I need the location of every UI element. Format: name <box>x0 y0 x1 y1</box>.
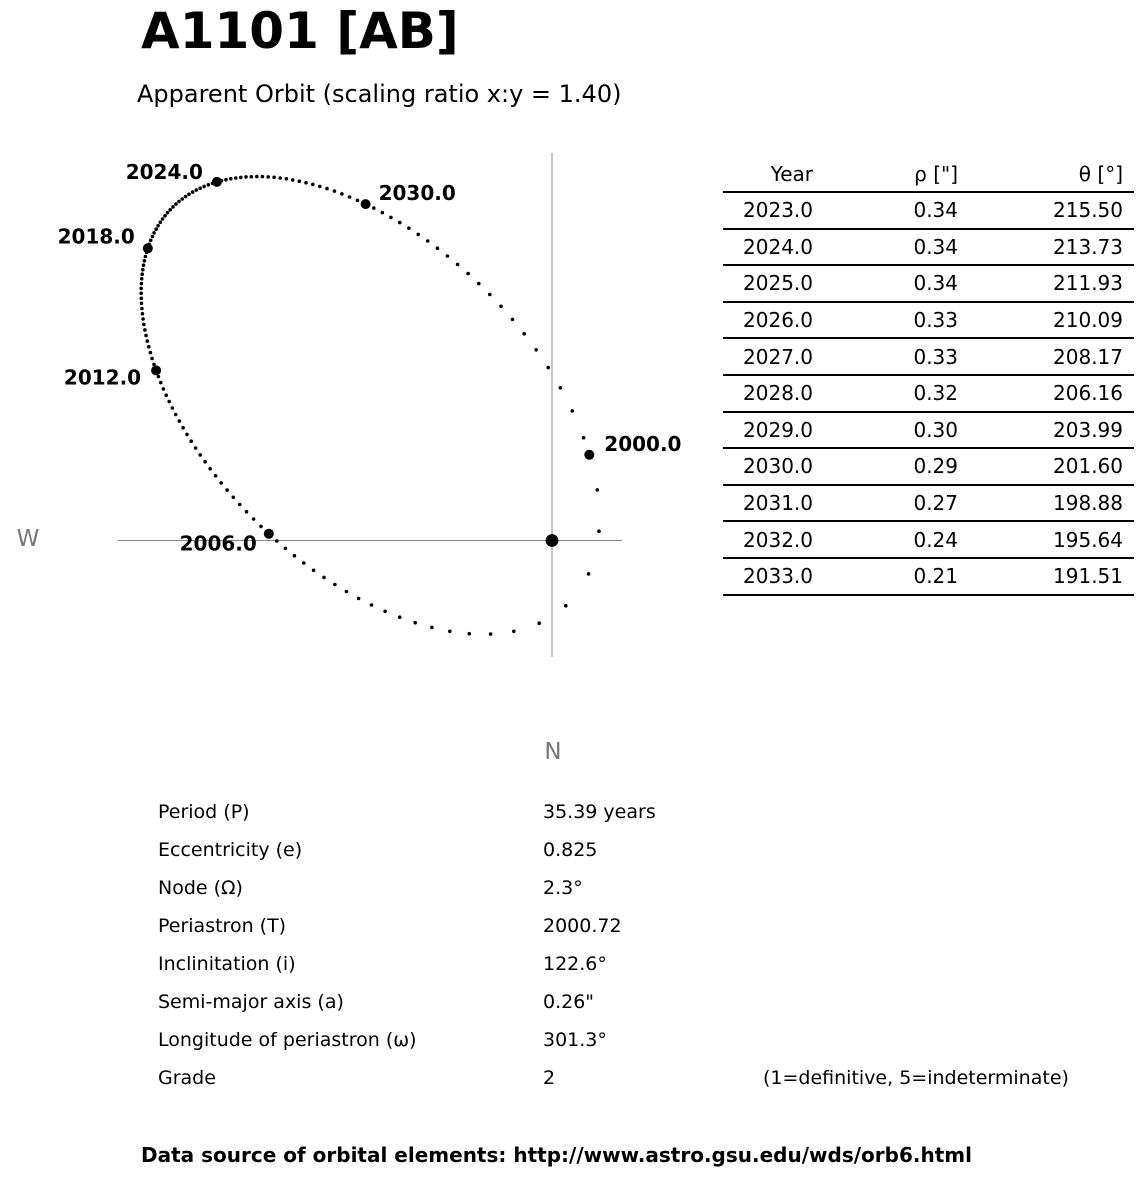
element-value: 2.3° <box>543 877 583 899</box>
table-cell: 2027.0 <box>723 338 813 375</box>
element-value: 2000.72 <box>543 915 622 937</box>
orbit-dot <box>171 406 175 410</box>
epoch-label: 2024.0 <box>125 159 203 184</box>
orbit-dot <box>398 221 402 225</box>
table-cell: 0.34 <box>813 265 958 302</box>
table-cell: 0.29 <box>813 448 958 485</box>
orbit-dot <box>185 433 189 437</box>
table-cell: 191.51 <box>958 558 1134 595</box>
table-cell: 211.93 <box>958 265 1134 302</box>
orbit-dot <box>164 393 168 397</box>
table-cell: 213.73 <box>958 229 1134 266</box>
element-row <box>158 1059 1078 1097</box>
orbit-dot <box>149 239 153 243</box>
orbit-dot <box>162 387 166 391</box>
table-cell: 215.50 <box>958 192 1134 229</box>
epoch-dot <box>151 365 161 375</box>
orbit-dot <box>156 224 160 228</box>
orbit-dot <box>333 583 337 587</box>
table-row <box>723 229 1134 266</box>
element-value: 2 <box>543 1067 556 1089</box>
orbit-dot <box>245 510 249 514</box>
orbit-dot <box>278 176 282 180</box>
orbit-dot <box>166 211 170 215</box>
element-row <box>158 831 1078 869</box>
element-label: Eccentricity (e) <box>158 839 303 861</box>
orbit-dot <box>348 195 352 199</box>
orbit-dot <box>140 302 144 306</box>
orbit-dot <box>272 176 276 180</box>
orbit-dot <box>198 453 202 457</box>
orbit-dot <box>214 474 218 478</box>
epoch-dot <box>264 529 274 539</box>
element-row <box>158 907 1078 945</box>
element-value: 301.3° <box>543 1029 607 1051</box>
orbit-dot <box>149 351 153 355</box>
orbit-dot <box>140 307 144 311</box>
table-row <box>723 485 1134 522</box>
table-cell: 2032.0 <box>723 521 813 558</box>
epoch-dot <box>361 199 371 209</box>
orbit-dot <box>147 345 151 349</box>
column-header: Year <box>723 156 813 192</box>
orbit-dot <box>275 539 279 543</box>
table-row <box>723 412 1134 449</box>
orbit-dot <box>252 517 256 521</box>
orbit-dot <box>150 357 154 361</box>
orbit-dot <box>143 259 147 263</box>
orbit-dot <box>159 221 163 225</box>
orbit-dot <box>284 547 288 551</box>
orbit-dot <box>537 621 541 625</box>
table-cell: 0.33 <box>813 338 958 375</box>
orbit-dot <box>426 239 430 243</box>
epoch-label: 2000.0 <box>604 431 682 456</box>
orbit-dot <box>325 187 329 191</box>
orbit-dot <box>159 381 163 385</box>
page-title: A1101 [AB] <box>141 2 459 60</box>
orbit-dot <box>139 287 143 291</box>
orbit-dot <box>468 632 472 636</box>
table-cell: 208.17 <box>958 338 1134 375</box>
table-cell: 0.32 <box>813 375 958 412</box>
orbit-dot <box>141 268 145 272</box>
epoch-label: 2012.0 <box>63 365 142 390</box>
orbit-dot <box>345 590 349 594</box>
orbit-dot <box>238 503 242 507</box>
table-row <box>723 521 1134 558</box>
table-cell: 2024.0 <box>723 229 813 266</box>
orbit-dot <box>564 604 568 608</box>
orbit-dot <box>448 630 452 634</box>
element-value: 35.39 years <box>543 801 656 823</box>
orbit-dot <box>161 217 165 221</box>
element-row <box>158 869 1078 907</box>
plot-axes <box>118 153 622 657</box>
element-label: Grade <box>158 1067 216 1089</box>
orbit-dot <box>180 197 184 201</box>
orbit-dot <box>293 554 297 558</box>
table-cell: 0.34 <box>813 229 958 266</box>
orbit-dot <box>163 214 167 218</box>
table-cell: 2029.0 <box>723 412 813 449</box>
column-header: θ [°] <box>958 156 1134 192</box>
element-label: Period (P) <box>158 801 250 823</box>
orbit-dot <box>139 292 143 296</box>
orbit-dot <box>383 610 387 614</box>
orbit-dot <box>184 195 188 199</box>
orbit-dot <box>340 192 344 196</box>
orbit-dot <box>168 208 172 212</box>
orbit-dot <box>250 175 254 179</box>
orbit-dot <box>488 293 492 297</box>
orbit-dot <box>203 460 207 464</box>
orbit-dot <box>322 576 326 580</box>
table-row <box>723 338 1134 375</box>
orbit-dot <box>194 446 198 450</box>
table-cell: 0.34 <box>813 192 958 229</box>
table-cell: 195.64 <box>958 521 1134 558</box>
orbit-dot <box>146 339 150 343</box>
orbit-dot <box>151 235 155 239</box>
element-value: 122.6° <box>543 953 607 975</box>
orbit-dot <box>208 467 212 471</box>
orbit-dot <box>372 206 376 210</box>
orbit-dot <box>187 193 191 197</box>
orbit-dot <box>436 246 440 250</box>
orbit-dot <box>152 231 156 235</box>
orbit-dot <box>312 569 316 573</box>
orbit-dot <box>142 263 146 267</box>
epoch-label: 2030.0 <box>378 181 456 206</box>
orbit-dot <box>154 227 158 231</box>
orbit-dot <box>255 175 259 179</box>
epoch-dots <box>143 177 595 539</box>
orbit-dot <box>140 297 144 301</box>
orbit-dot <box>596 488 600 492</box>
orbit-dot <box>143 328 147 332</box>
orbit-dot <box>302 561 306 565</box>
orbit-dot <box>511 318 515 322</box>
table-row <box>723 192 1134 229</box>
orbit-dot <box>141 317 145 321</box>
table-cell: 198.88 <box>958 485 1134 522</box>
orbit-dot <box>224 178 228 182</box>
table-cell: 2031.0 <box>723 485 813 522</box>
orbit-dot <box>356 199 360 203</box>
orbit-dot <box>234 176 238 180</box>
element-row <box>158 945 1078 983</box>
orbit-dot <box>171 205 175 209</box>
orbit-dot <box>140 277 144 281</box>
orbit-dot <box>229 177 233 181</box>
table-row <box>723 375 1134 412</box>
orientation-labels <box>17 526 562 765</box>
orbit-dot <box>298 179 302 183</box>
orbit-dot <box>546 366 550 370</box>
element-row <box>158 793 1078 831</box>
orbit-dot <box>512 630 516 634</box>
orbit-dot <box>189 439 193 443</box>
table-row <box>723 265 1134 302</box>
table-cell: 206.16 <box>958 375 1134 412</box>
orbit-dot <box>144 255 148 259</box>
orbit-dot <box>140 272 144 276</box>
orbit-dot <box>381 211 385 215</box>
orbit-dot <box>167 400 171 404</box>
orbit-dot <box>225 488 229 492</box>
orbit-dot <box>140 282 144 286</box>
orbit-dot <box>174 413 178 417</box>
ephemeris-table-header <box>723 156 1134 192</box>
orbit-dot <box>141 312 145 316</box>
orbit-dot <box>333 189 337 193</box>
data-source-footer: Data source of orbital elements: http://www.astro.gsu.edu/wds/orb6.html <box>141 1143 972 1167</box>
orbit-dot <box>416 233 420 237</box>
orbit-dot <box>413 621 417 625</box>
orbit-dot <box>407 226 411 230</box>
element-value: 0.26" <box>543 991 595 1013</box>
orbit-dot <box>259 525 263 529</box>
orbit-dot <box>477 282 481 286</box>
north-label: N <box>544 739 562 765</box>
epoch-label: 2006.0 <box>179 531 257 556</box>
orbit-dot <box>285 177 289 181</box>
element-label: Node (Ω) <box>158 877 243 899</box>
table-cell: 2026.0 <box>723 302 813 339</box>
grade-note: (1=definitive, 5=indeterminate) <box>763 1067 1069 1089</box>
column-header: ρ ["] <box>813 156 958 192</box>
orbit-dot <box>244 175 248 179</box>
orbit-dot <box>219 481 223 485</box>
orbit-dot <box>207 183 211 187</box>
ephemeris-table-body <box>723 192 1134 595</box>
orbit-dot <box>534 348 538 352</box>
orbit-dot <box>571 409 575 413</box>
orbit-dot <box>177 200 181 204</box>
table-row <box>723 558 1134 595</box>
orbit-dot <box>430 626 434 630</box>
element-value: 0.825 <box>543 839 598 861</box>
orbit-dot <box>304 181 308 185</box>
orbit-dot <box>311 183 315 187</box>
page-subtitle: Apparent Orbit (scaling ratio x:y = 1.40) <box>137 80 622 108</box>
table-cell: 203.99 <box>958 412 1134 449</box>
orbital-elements-list <box>158 793 1078 1097</box>
orbit-dot <box>178 419 182 423</box>
orbit-dot <box>499 305 503 309</box>
epoch-dot <box>212 177 222 187</box>
orbit-dot <box>582 436 586 440</box>
orbit-dot <box>489 632 493 636</box>
orbit-dot <box>195 188 199 192</box>
orbit-dot <box>202 185 206 189</box>
orbit-dot <box>587 572 591 576</box>
orbit-dot <box>144 334 148 338</box>
table-cell: 0.30 <box>813 412 958 449</box>
element-label: Semi-major axis (a) <box>158 991 344 1013</box>
element-row <box>158 1021 1078 1059</box>
primary-star-dot <box>546 534 559 547</box>
orbit-dot <box>291 178 295 182</box>
orbit-dot <box>142 323 146 327</box>
orbit-dot <box>446 254 450 258</box>
orbit-dot <box>456 263 460 267</box>
west-label: W <box>16 526 40 552</box>
orbit-dot <box>174 202 178 206</box>
table-cell: 0.21 <box>813 558 958 595</box>
ephemeris-table <box>723 156 1134 596</box>
orbit-dot <box>398 615 402 619</box>
table-cell: 210.09 <box>958 302 1134 339</box>
table-cell: 201.60 <box>958 448 1134 485</box>
table-cell: 2023.0 <box>723 192 813 229</box>
orbit-dot <box>370 603 374 607</box>
orbit-dot <box>266 175 270 179</box>
orbit-dot <box>559 386 563 390</box>
orbit-dot <box>597 529 601 533</box>
table-cell: 2025.0 <box>723 265 813 302</box>
orbit-dot <box>466 272 470 276</box>
element-row <box>158 983 1078 1021</box>
table-cell: 0.24 <box>813 521 958 558</box>
table-header-row <box>723 156 1134 192</box>
orbit-dot <box>232 496 236 500</box>
table-cell: 0.33 <box>813 302 958 339</box>
orbit-dot <box>239 176 243 180</box>
orbit-dot <box>198 186 202 190</box>
epoch-dot <box>143 243 153 253</box>
orbit-dot <box>261 175 265 179</box>
element-label: Inclinitation (i) <box>158 953 296 975</box>
orbit-dot <box>181 426 185 430</box>
epoch-dot <box>584 450 594 460</box>
orbit-dot <box>318 185 322 189</box>
table-cell: 2033.0 <box>723 558 813 595</box>
orbit-dot <box>522 332 526 336</box>
epoch-label: 2018.0 <box>57 224 135 249</box>
table-row <box>723 302 1134 339</box>
table-cell: 2030.0 <box>723 448 813 485</box>
element-label: Longitude of periastron (ω) <box>158 1029 417 1051</box>
orbit-dots <box>139 175 600 636</box>
element-label: Periastron (T) <box>158 915 287 937</box>
table-cell: 0.27 <box>813 485 958 522</box>
table-row <box>723 448 1134 485</box>
orbit-dot <box>191 190 195 194</box>
table-cell: 2028.0 <box>723 375 813 412</box>
orbit-dot <box>389 216 393 220</box>
orbit-dot <box>357 597 361 601</box>
